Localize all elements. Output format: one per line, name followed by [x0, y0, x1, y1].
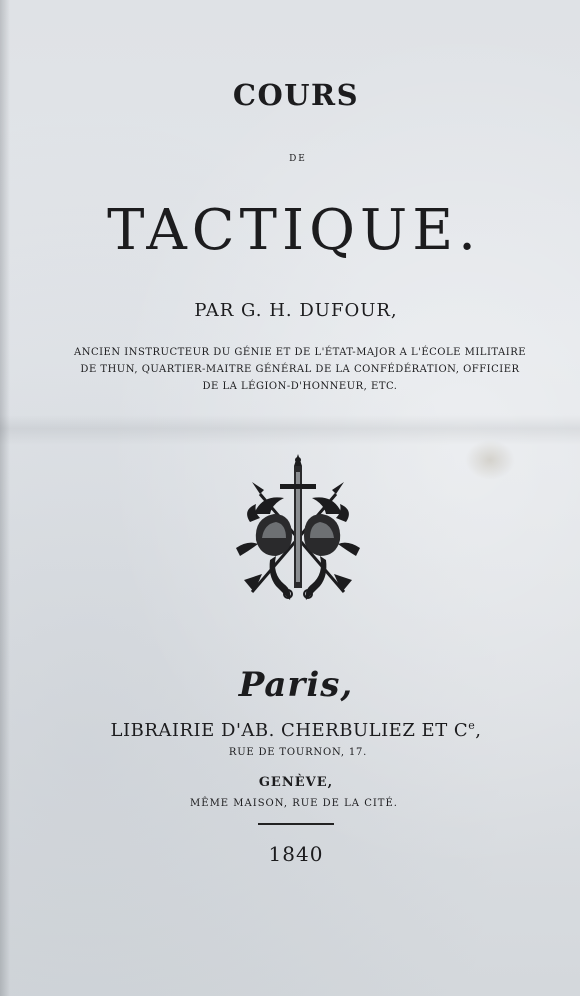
credits-line-3: DE LA LÉGION-D'HONNEUR, ETC.	[202, 381, 398, 392]
title-de: DE	[289, 154, 307, 164]
imprint-city: Paris,	[238, 665, 354, 705]
credits-line-1: ANCIEN INSTRUCTEUR DU GÉNIE ET DE L'ÉTAT-MAJOR A L'ÉCOLE MILITAIRE	[73, 347, 527, 358]
title-tactique: TACTIQUE.	[107, 198, 481, 263]
divider-rule	[258, 823, 334, 825]
credits-line-2: DE THUN, QUARTIER-MAITRE GÉNÉRAL DE LA CONFÉDÉRATION, OFFICIER	[80, 364, 520, 375]
title-cours: COURS	[232, 78, 360, 112]
publisher-end: ,	[475, 720, 482, 741]
publisher-suffix: e	[468, 719, 476, 732]
publisher-address: RUE DE TOURNON, 17.	[228, 747, 368, 758]
branch-address: MÊME MAISON, RUE DE LA CITÉ.	[190, 798, 398, 809]
publisher-line	[6, 719, 580, 741]
publisher-name: LIBRAIRIE D'AB. CHERBULIEZ ET C	[110, 720, 469, 741]
imprint-city-geneve: GENÈVE,	[258, 775, 334, 790]
paper-stain	[465, 440, 515, 480]
author-credits	[60, 344, 540, 395]
military-trophy-emblem-icon	[232, 452, 364, 608]
author-line: PAR G. H. DUFOUR,	[194, 300, 398, 321]
publication-year: 1840	[268, 842, 324, 866]
